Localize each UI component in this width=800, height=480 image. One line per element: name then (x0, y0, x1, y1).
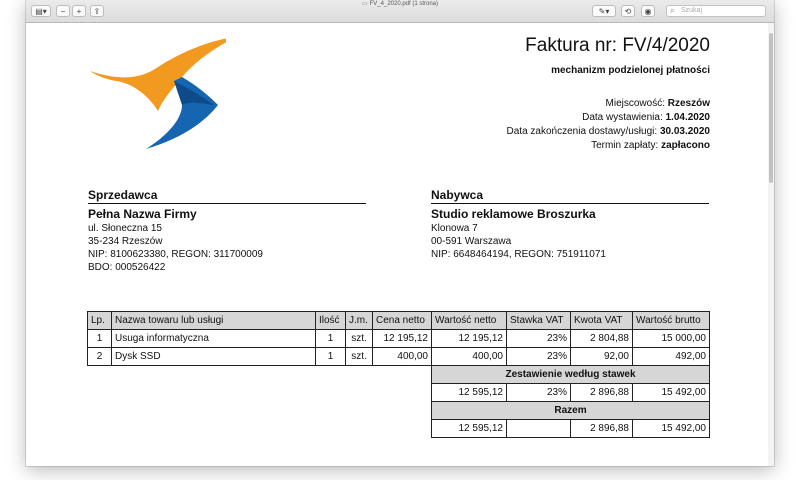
invoice-subtitle: mechanizm podzielonej płatności (551, 65, 710, 76)
markup-button[interactable]: ✎▾ (592, 5, 616, 17)
summary-row (88, 384, 710, 402)
cell-net-value: 400,00 (432, 348, 507, 366)
table-row (88, 348, 710, 366)
summary-heading: Zestawienie według stawek (432, 366, 710, 384)
total-vat-amount: 2 896,88 (571, 420, 633, 438)
toolbar (26, 0, 774, 23)
invoice-title: Faktura nr: FV/4/2020 (525, 35, 710, 56)
col-gross-value: Wartość brutto (633, 312, 710, 330)
total-gross: 15 492,00 (633, 420, 710, 438)
total-vat-rate (507, 420, 571, 438)
invoice-meta (507, 97, 710, 153)
buyer-tax-ids: NIP: 6648464194, REGON: 751911071 (431, 249, 606, 260)
total-heading-row (88, 402, 710, 420)
vertical-scrollbar[interactable] (768, 23, 774, 466)
items-table (87, 311, 710, 438)
buyer-city: 00-591 Warszawa (431, 236, 512, 247)
col-qty: Ilość (316, 312, 346, 330)
cell-name: Usuga informatyczna (112, 330, 316, 348)
col-unit: J.m. (346, 312, 373, 330)
cell-name: Dysk SSD (112, 348, 316, 366)
company-logo (86, 29, 226, 149)
table-header-row (88, 312, 710, 330)
preview-window (26, 0, 774, 466)
share-button[interactable]: ⇪ (90, 5, 104, 17)
cell-lp: 2 (88, 348, 112, 366)
cell-unit: szt. (346, 348, 373, 366)
cell-net-value: 12 195,12 (432, 330, 507, 348)
cell-vat-rate: 23% (507, 330, 571, 348)
buyer-section (431, 189, 709, 261)
seller-name: Pełna Nazwa Firmy (88, 207, 197, 221)
search-input[interactable]: ⌕ Szukaj (666, 5, 766, 17)
table-row (88, 330, 710, 348)
window-title: ▭ FV_4_2020.pdf (1 strona) (361, 1, 439, 7)
pdf-page (26, 23, 768, 466)
cell-qty: 1 (316, 330, 346, 348)
cell-vat-rate: 23% (507, 348, 571, 366)
cell-gross-value: 492,00 (633, 348, 710, 366)
buyer-heading: Nabywca (431, 189, 709, 204)
zoom-in-button[interactable]: + (72, 5, 86, 17)
rotate-button[interactable]: ⟲ (621, 5, 635, 17)
total-heading: Razem (432, 402, 710, 420)
buyer-name: Studio reklamowe Broszurka (431, 207, 596, 221)
search-icon: ⌕ (670, 6, 675, 15)
cell-lp: 1 (88, 330, 112, 348)
annotate-button[interactable]: ◉ (641, 5, 655, 17)
total-net: 12 595,12 (432, 420, 507, 438)
cell-unit: szt. (346, 330, 373, 348)
seller-section (88, 189, 366, 274)
seller-tax-ids: NIP: 8100623380, REGON: 311700009 (88, 249, 263, 260)
summary-vat-rate: 23% (507, 384, 571, 402)
document-icon: ▭ (361, 1, 368, 7)
cell-net-price: 400,00 (373, 348, 432, 366)
sidebar-toggle-button[interactable]: ▤▾ (31, 5, 51, 17)
seller-heading: Sprzedawca (88, 189, 366, 204)
col-net-value: Wartość netto (432, 312, 507, 330)
meta-place: Miejscowość: Rzeszów (605, 98, 710, 109)
summary-vat-amount: 2 896,88 (571, 384, 633, 402)
summary-gross: 15 492,00 (633, 384, 710, 402)
buyer-street: Klonowa 7 (431, 223, 478, 234)
meta-delivery-date: Data zakończenia dostawy/usługi: 30.03.2020 (506, 126, 710, 137)
col-vat-rate: Stawka VAT (507, 312, 571, 330)
cell-gross-value: 15 000,00 (633, 330, 710, 348)
scrollbar-thumb[interactable] (769, 33, 773, 183)
cell-vat-amount: 92,00 (571, 348, 633, 366)
summary-heading-row (88, 366, 710, 384)
cell-vat-amount: 2 804,88 (571, 330, 633, 348)
cell-net-price: 12 195,12 (373, 330, 432, 348)
cell-qty: 1 (316, 348, 346, 366)
zoom-out-button[interactable]: − (56, 5, 70, 17)
col-name: Nazwa towaru lub usługi (112, 312, 316, 330)
seller-street: ul. Słoneczna 15 (88, 223, 162, 234)
seller-bdo: BDO: 000526422 (88, 262, 166, 273)
meta-issue-date: Data wystawienia: 1.04.2020 (582, 112, 710, 123)
col-lp: Lp. (88, 312, 112, 330)
summary-net: 12 595,12 (432, 384, 507, 402)
col-vat-amount: Kwota VAT (571, 312, 633, 330)
col-net-price: Cena netto (373, 312, 432, 330)
seller-city: 35-234 Rzeszów (88, 236, 163, 247)
meta-payment-term: Termin zapłaty: zapłacono (591, 140, 710, 151)
total-row (88, 420, 710, 438)
